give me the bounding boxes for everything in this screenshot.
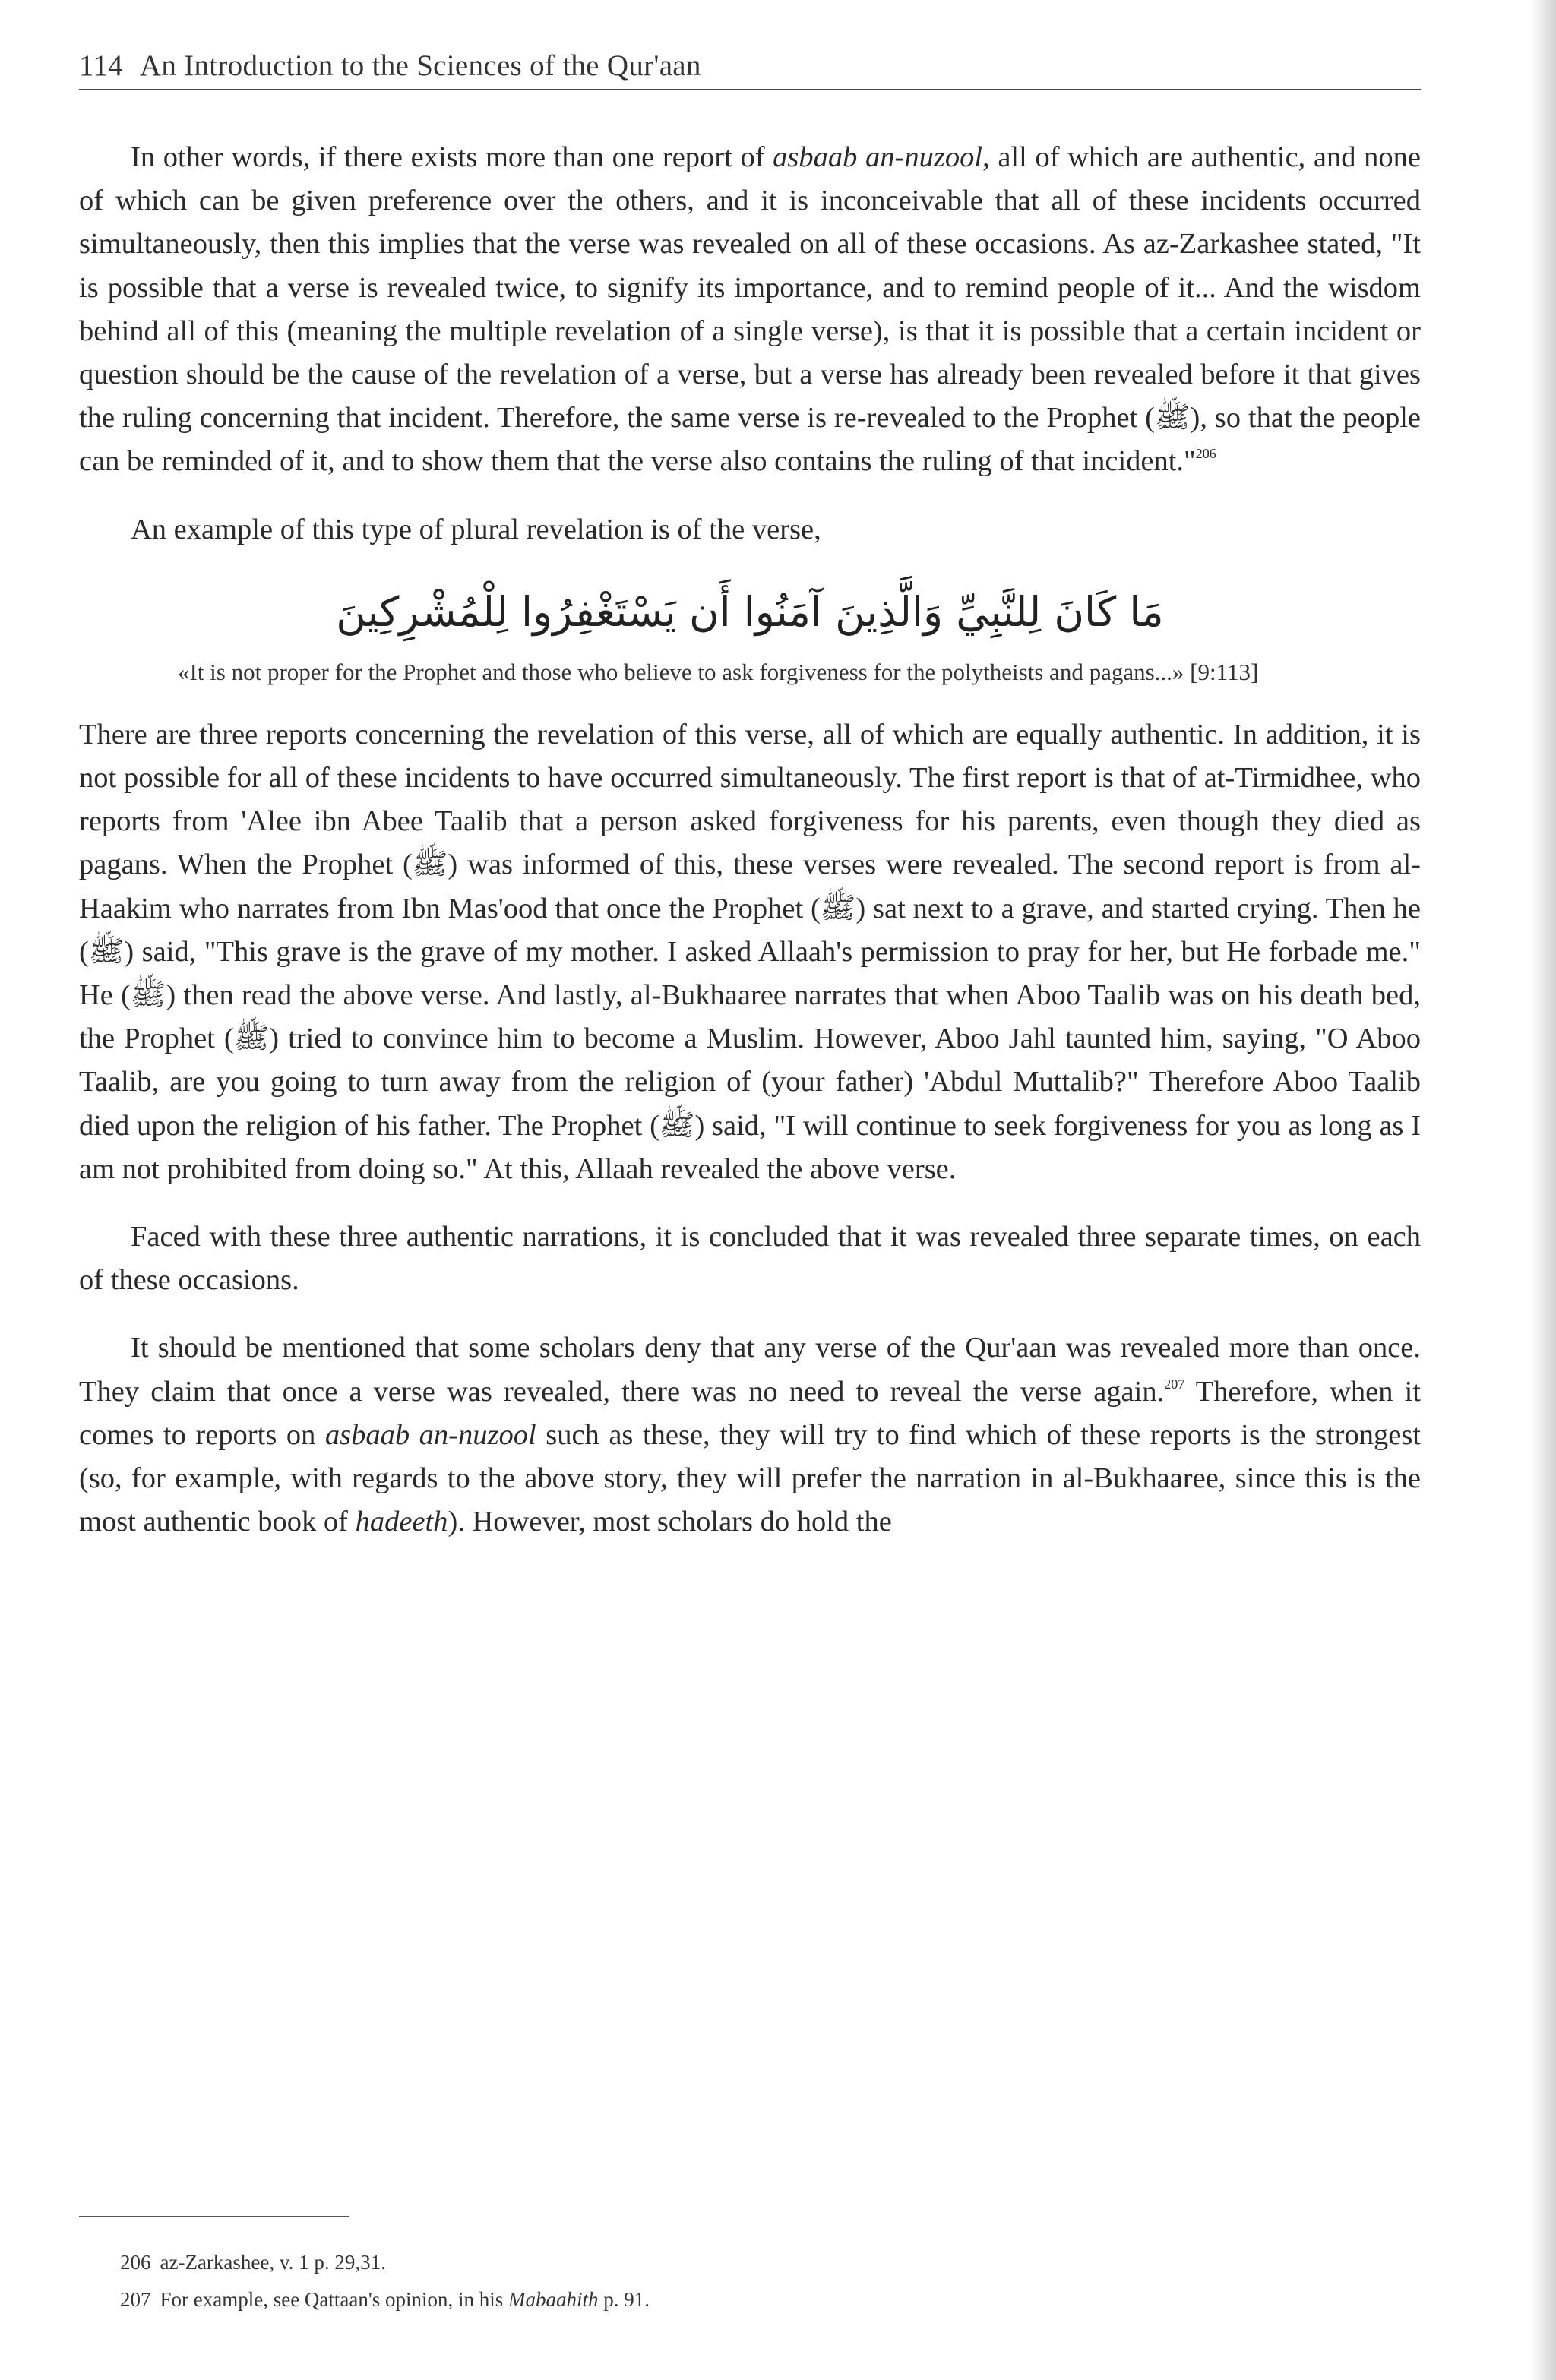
arabic-verse: مَا كَانَ لِلنَّبِيِّ وَالَّذِينَ آمَنُوا أَن يَسْتَغْفِرُوا لِلْمُشْرِكِينَ [336, 587, 1164, 636]
verse-translation: «It is not proper for the Prophet and those who believe to ask forgiveness for the polytheists and pagans...» [9:113] [178, 658, 1259, 685]
footnotes [120, 2244, 1336, 2318]
paragraph-2: An example of this type of plural revelation is of the verse, [131, 513, 821, 545]
page-edge-shadow [1530, 0, 1556, 2380]
paragraph-3: There are three reports concerning the revelation of this verse, all of which are equally authentic. In addition, it is not possible for all of these incidents to have occurred simultaneously. The first report is that of at-Tirmidhee, who reports from 'Alee ibn Abee Taalib that a person asked forgiveness for his parents, even though they died as pagans. When the Prophet (ﷺ) was informed of this, these verses were revealed. The second report is from al-Haakim who narrates from Ibn Mas'ood that once the Prophet (ﷺ) sat next to a grave, and started crying. Then he (ﷺ) said, "This grave is the grave of my mother. I asked Allaah's permission to pray for her, but He forbade me." He (ﷺ) then read the above verse. And lastly, al-Bukhaaree narrates that when Aboo Taalib was on his death bed, the Prophet (ﷺ) tried to convince him to become a Muslim. However, Aboo Jahl taunted him, saying, "O Aboo Taalib, are you going to turn away from the religion of (your father) 'Abdul Muttalib?" Therefore Aboo Taalib died upon the religion of his father. The Prophet (ﷺ) said, "I will continue to seek forgiveness for you as long as I am not prohibited from doing so." At this, Allaah revealed the above verse. [79, 718, 1422, 1185]
term-asbaab-an-nuzool: asbaab an-nuzool [324, 1418, 536, 1451]
paragraph-1: In other words, if there exists more than one report of asbaab an-nuzool, all of which are authentic, and none of which can be given preference over the others, and it is inconceivable that all of these incidents occurred simultaneously, then this implies that the verse was revealed on all of these occasions. As az-Zarkashee stated, "It is possible that a verse is revealed twice, to signify its importance, and to remind people of it... And the wisdom behind all of this (meaning the multiple revelation of a single verse), is that it is possible that a certain incident or question should be the cause of the revelation of a verse, but a verse has already been revealed before it that gives the ruling concerning that incident. Therefore, the same verse is re-revealed to the Prophet (ﷺ), so that the people can be reminded of it, and to show them that the verse also contains the ruling of that incident."$^{206}$ [79, 141, 1422, 478]
footnote-206: 206 az-Zarkashee, v. 1 p. 29,31. [120, 2251, 386, 2274]
footnote-divider [79, 2216, 349, 2217]
running-head [79, 49, 1421, 90]
footnote-207: 207 For example, see Qattaan's opinion, in his Mabaahith p. 91. [120, 2288, 650, 2311]
term-hadeeth: hadeeth [355, 1506, 448, 1538]
body-text [79, 136, 1421, 1544]
paragraph-4: Faced with these three authentic narrations, it is concluded that it was revealed three separate times, on each of these occasions. [79, 1221, 1421, 1297]
book-title: An Introduction to the Sciences of the Qur'aan [139, 49, 701, 82]
paragraph-5: It should be mentioned that some scholars deny that any verse of the Qur'aan was revealed more than once. They claim that once a verse was revealed, there was no need to reveal the verse again.$^{207}$ Therefore, when it comes to reports on asbaab an-nuzool such as these, they will try to find which of these reports is the strongest (so, for example, with regards to the above story, they will prefer the narration in al-Bukhaaree, since this is the most authentic book of hadeeth). However, most scholars do hold the [79, 1332, 1422, 1538]
book-page [79, 49, 1421, 1544]
term-asbaab-an-nuzool: asbaab an-nuzool [773, 141, 983, 173]
footnote-ref-206[interactable]: 206 [1195, 446, 1216, 462]
page-number: 114 [79, 49, 123, 82]
footnote-ref-207[interactable]: 207 [1164, 1376, 1185, 1392]
